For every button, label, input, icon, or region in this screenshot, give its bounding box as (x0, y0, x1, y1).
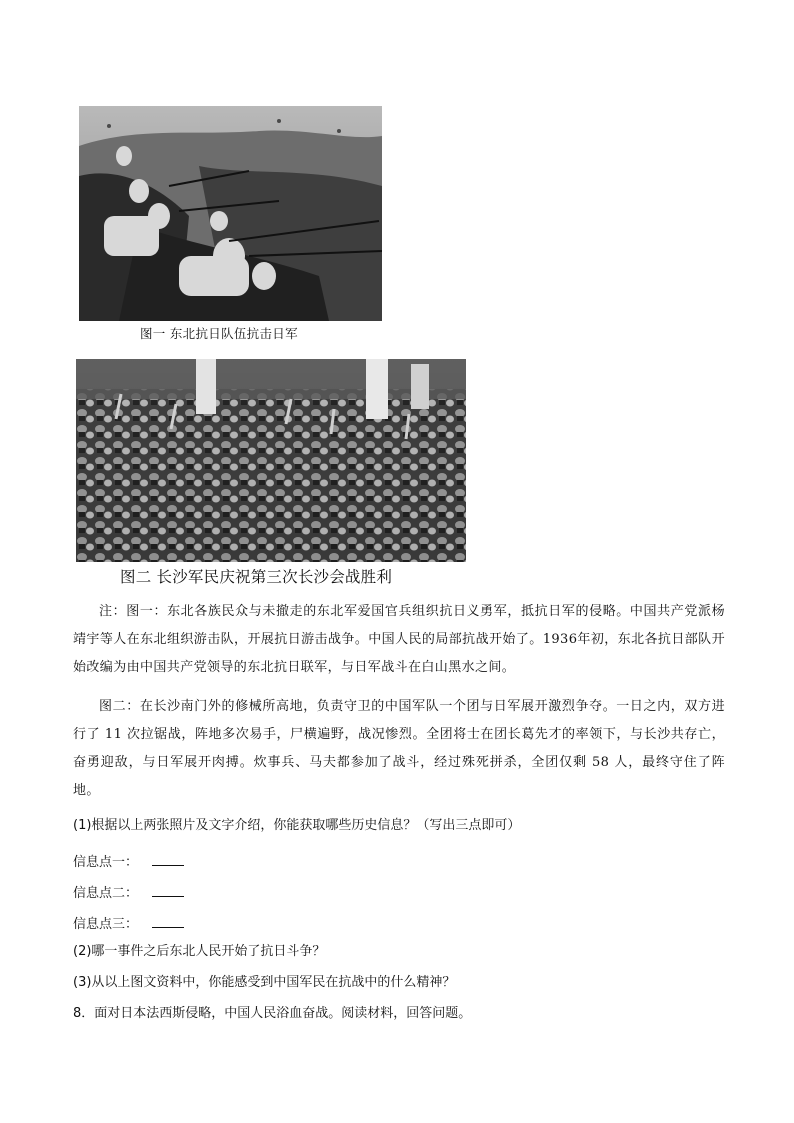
note-figure2: 图二：在长沙南门外的修械所高地，负责守卫的中国军队一个团与日军展开激烈争夺。一日之内，双方进行了 11 次拉锯战，阵地多次易手，尸横遍野，战况惨烈。全团将士在团长葛先才的率领下，与长沙共存亡，奋勇迎敌，与日军展开肉搏。炊事兵、马夫都参加了战斗，经过殊死拼杀，全团仅剩 58 人，最终守住了阵地。 (73, 699, 725, 798)
answer-blank-2[interactable] (152, 882, 184, 897)
info-point-3-label: 信息点三： (73, 917, 139, 932)
info-point-1 (73, 851, 184, 873)
question-8: 8．面对日本法西斯侵略，中国人民浴血奋战。阅读材料，回答问题。 (73, 1006, 472, 1021)
question-3: (3)从以上图文资料中，你能感受到中国军民在抗战中的什么精神？ (73, 975, 456, 990)
note-figure1: 注：图一：东北各族民众与未撤走的东北军爱国官兵组织抗日义勇军，抵抗日军的侵略。中国共产党派杨靖宇等人在东北组织游击队，开展抗日游击战争。中国人民的局部抗战开始了。1936年初，东北各抗日部队开始改编为由中国共产党领导的东北抗日联军，与日军战斗在白山黑水之间。 (73, 604, 725, 675)
figure2-caption: 图二 长沙军民庆祝第三次长沙会战胜利 (120, 568, 393, 586)
info-point-1-label: 信息点一： (73, 855, 139, 870)
question-2: (2)哪一事件之后东北人民开始了抗日斗争？ (73, 944, 326, 959)
info-point-2 (73, 882, 184, 904)
crowd-celebration-photo (76, 359, 466, 562)
info-point-2-label: 信息点二： (73, 886, 139, 901)
trench-battle-photo (79, 106, 382, 321)
figure1-caption: 图一 东北抗日队伍抗击日军 (140, 326, 298, 341)
question-1: (1)根据以上两张照片及文字介绍，你能获取哪些历史信息？（写出三点即可） (73, 818, 521, 833)
answer-blank-1[interactable] (152, 851, 184, 866)
answer-blank-3[interactable] (152, 913, 184, 928)
info-point-3 (73, 913, 184, 935)
